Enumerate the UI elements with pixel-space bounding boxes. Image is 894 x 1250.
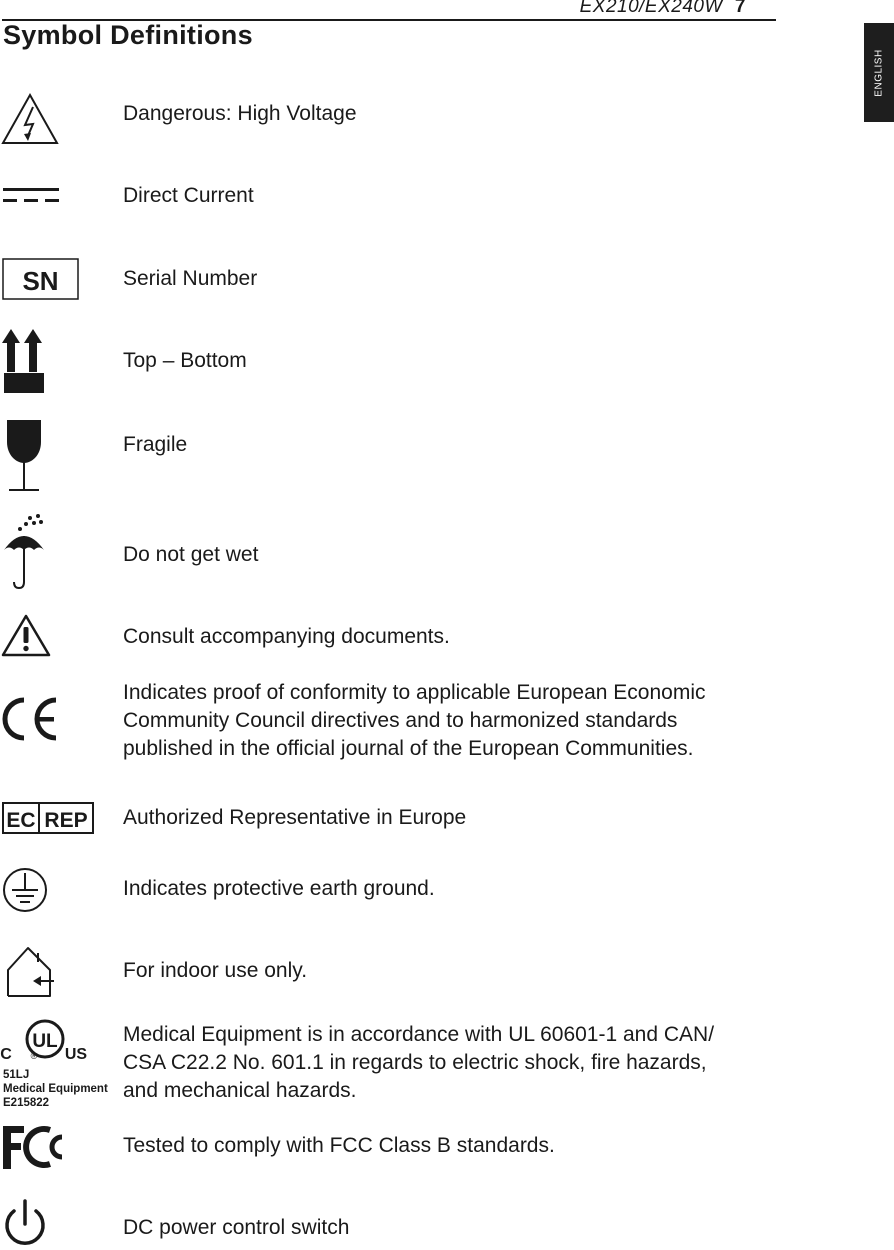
symbol-description: Authorized Representative in Europe: [123, 806, 467, 829]
symbol-row: [0, 612, 860, 657]
top-bottom-icon: [0, 327, 48, 395]
page-title: Symbol Definitions: [3, 20, 253, 50]
ul-c-label: C: [0, 1046, 12, 1063]
keep-dry-icon: [0, 512, 50, 592]
ec-rep-icon: [0, 801, 96, 835]
symbol-description: Dangerous: High Voltage: [123, 102, 357, 125]
symbol-description: Tested to comply with FCC Class B standards.: [123, 1134, 555, 1157]
registered-mark: ®: [30, 1051, 38, 1061]
symbol-description: Serial Number: [123, 267, 258, 290]
indoor-use-icon: [0, 943, 58, 1001]
desc-line: Medical Equipment is in accordance with UL 60601-1 and CAN/: [123, 1023, 715, 1046]
symbol-description: Indicates protective earth ground.: [123, 877, 435, 900]
ul-file-number: E215822: [3, 1097, 50, 1109]
header-model: [580, 0, 746, 18]
serial-number-label: SN: [22, 266, 59, 296]
desc-line: Community Council directives and to harmonized standards: [123, 709, 678, 732]
symbol-row: [0, 943, 860, 1001]
desc-line: CSA C22.2 No. 601.1 in regards to electric shock, fire hazards,: [123, 1051, 707, 1074]
symbol-row: [0, 327, 860, 393]
desc-line: Indicates proof of conformity to applicable European Economic: [123, 681, 706, 704]
symbol-row: [0, 92, 860, 147]
symbol-description: For indoor use only.: [123, 959, 308, 982]
header-model-name: EX210/EX240W: [579, 0, 723, 17]
symbol-row: [0, 864, 860, 916]
symbol-row: [0, 1198, 860, 1250]
symbol-row: [0, 418, 860, 494]
high-voltage-icon: [0, 92, 60, 148]
ec-label: EC: [6, 809, 36, 832]
symbol-description: [123, 1021, 783, 1105]
symbol-row: [0, 1122, 860, 1172]
symbol-row: [0, 801, 860, 836]
ul-mark-icon: [0, 1016, 90, 1068]
symbol-description: [123, 679, 783, 763]
desc-line: published in the official journal of the European Communities.: [123, 737, 694, 760]
language-tab-label: ENGLISH: [873, 48, 885, 97]
ul-label: UL: [32, 1031, 58, 1052]
serial-number-icon: [0, 257, 82, 303]
ul-us-label: US: [64, 1046, 88, 1063]
page-number: 7: [734, 0, 746, 17]
symbol-description: Consult accompanying documents.: [123, 625, 450, 648]
symbol-row: [0, 1016, 860, 1112]
ce-mark-icon: [0, 696, 62, 742]
desc-line: and mechanical hazards.: [123, 1079, 357, 1102]
caution-icon: [0, 612, 52, 658]
symbol-row: [0, 180, 860, 215]
symbol-description: Do not get wet: [123, 543, 259, 566]
symbol-row: [0, 512, 860, 592]
symbol-description: Fragile: [123, 433, 188, 456]
ul-code: 51LJ: [3, 1069, 30, 1081]
ul-mark-details: [3, 1068, 108, 1110]
symbol-description: DC power control switch: [123, 1216, 350, 1239]
power-switch-icon: [0, 1198, 50, 1250]
symbol-row: [0, 676, 860, 766]
symbol-row: [0, 257, 860, 302]
rep-label: REP: [44, 809, 88, 832]
direct-current-icon: [0, 180, 62, 214]
symbol-description: Direct Current: [123, 184, 254, 207]
fcc-icon: [0, 1122, 72, 1172]
fragile-icon: [0, 418, 48, 494]
earth-ground-icon: [0, 864, 50, 916]
language-tab: [864, 23, 894, 122]
ul-category: Medical Equipment: [3, 1083, 108, 1095]
symbol-description: Top – Bottom: [123, 349, 247, 372]
